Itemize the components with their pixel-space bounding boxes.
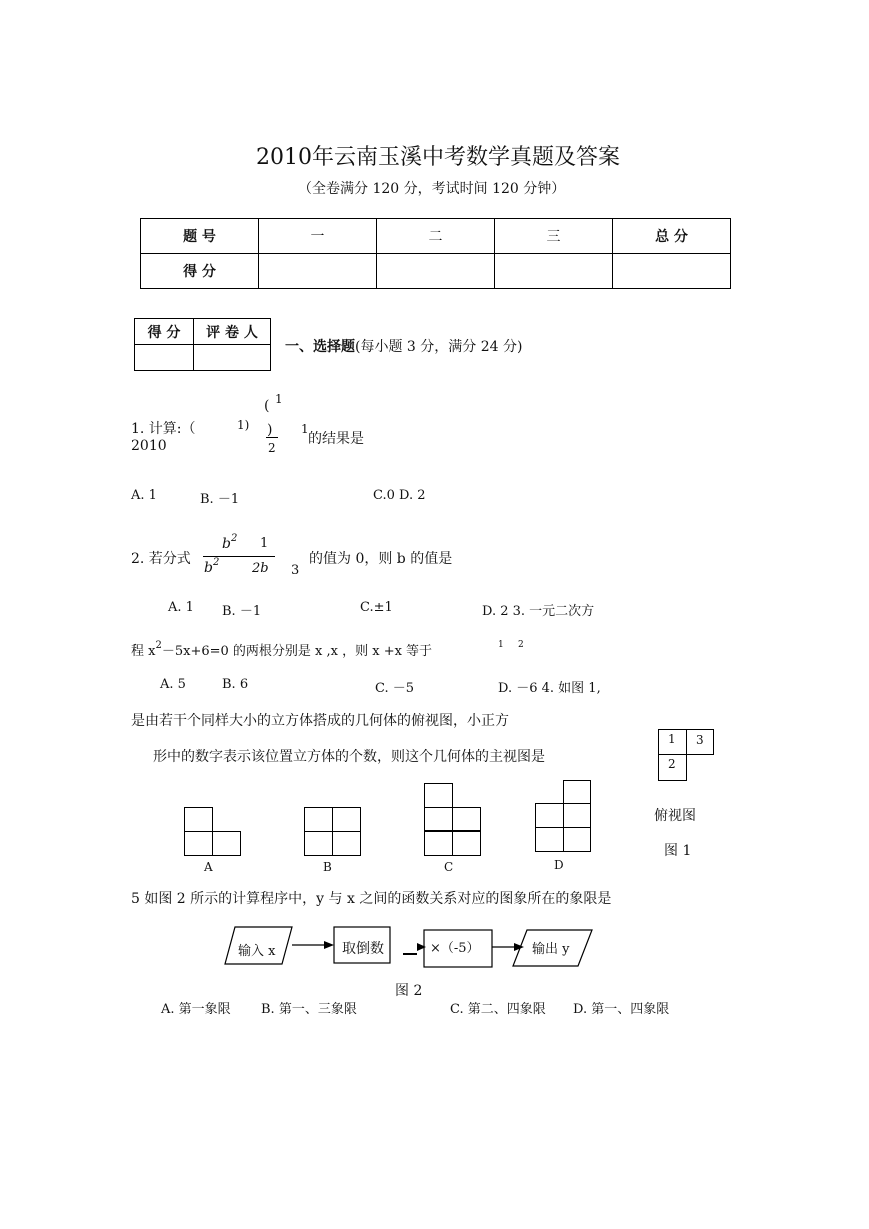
cube-cell bbox=[563, 780, 591, 804]
q2-option-a: A. 1 bbox=[168, 600, 194, 615]
cube-cell bbox=[184, 831, 213, 856]
q5-option-a: A. 第一象限 bbox=[161, 1002, 231, 1017]
cube-divider bbox=[424, 830, 481, 832]
q1-option-a: A. 1 bbox=[131, 488, 157, 503]
section-heading bbox=[285, 336, 522, 356]
q1-frac-den: 2 bbox=[268, 441, 276, 455]
q4-line-1: 是由若干个同样大小的立方体搭成的几何体的俯视图，小正方 bbox=[131, 713, 509, 729]
score-header-cell: 二 bbox=[377, 219, 495, 254]
cube-cell bbox=[563, 803, 591, 828]
cube-cell bbox=[535, 803, 564, 828]
q3-option-a: A. 5 bbox=[160, 677, 186, 692]
q3-line: 程 $x^2-5x+6=0$ 的两根分别是 x ,x ，则 x +x 等于 bbox=[131, 640, 433, 659]
q2-num-rest: 1 bbox=[260, 536, 269, 551]
q1-rparen: ) bbox=[267, 422, 273, 438]
score-cell bbox=[377, 254, 495, 289]
q3-option-c: C. －5 bbox=[375, 681, 415, 696]
score-header-cell: 三 bbox=[495, 219, 613, 254]
section-title: 一、选择题 bbox=[285, 339, 355, 355]
flow-multiply-label: ×（-5） bbox=[430, 941, 480, 956]
cube-cell bbox=[452, 807, 481, 832]
q2-den-mid: 2b bbox=[252, 561, 269, 576]
arrow-head bbox=[324, 941, 334, 949]
score-header-cell: 一 bbox=[259, 219, 377, 254]
q3-option-d: D. －6 4. 如图 1, bbox=[498, 681, 601, 696]
score-header-cell: 题 号 bbox=[141, 219, 259, 254]
arrow-head bbox=[417, 943, 426, 951]
q1-option-b: B. －1 bbox=[200, 492, 240, 507]
grader-score-label: 得 分 bbox=[135, 319, 194, 345]
q3-option-b: B. 6 bbox=[222, 677, 249, 692]
q2-den-rest: 3 bbox=[291, 563, 300, 578]
q2-prefix: 2. 若分式 bbox=[131, 551, 191, 567]
flow-input-label: 输入 x bbox=[238, 944, 276, 959]
flow-reciprocal-label: 取倒数 bbox=[342, 941, 384, 957]
q1-prefix: 1. 计算:（ bbox=[131, 421, 196, 437]
grader-table bbox=[134, 318, 271, 371]
q1-frac-num: 1 bbox=[275, 392, 283, 406]
score-cell bbox=[613, 254, 731, 289]
q5-option-d: D. 第一、四象限 bbox=[573, 1002, 670, 1017]
cube-cell bbox=[184, 807, 213, 832]
cube-cell bbox=[212, 831, 241, 856]
grader-score-cell bbox=[135, 345, 194, 371]
q5-option-c: C. 第二、四象限 bbox=[450, 1002, 546, 1017]
q4-line-2: 形中的数字表示该位置立方体的个数，则这个几何体的主视图是 bbox=[153, 749, 545, 765]
score-table-header-row bbox=[141, 219, 731, 254]
cube-cell bbox=[304, 807, 333, 832]
page-subtitle: （全卷满分 120 分，考试时间 120 分钟） bbox=[298, 181, 566, 197]
grader-name-label: 评 卷 人 bbox=[194, 319, 271, 345]
cube-cell bbox=[332, 831, 361, 856]
cube-cell bbox=[304, 831, 333, 856]
cube-cell bbox=[424, 831, 453, 856]
q1-suffix: 的结果是 bbox=[308, 431, 364, 447]
q2-option-b: B. －1 bbox=[222, 604, 262, 619]
q5-option-b: B. 第一、三象限 bbox=[261, 1002, 357, 1017]
q1-exp: 1 bbox=[301, 422, 309, 436]
top-view-number: 2 bbox=[668, 757, 676, 771]
q3-sub-2: 2 bbox=[518, 640, 524, 650]
q2-suffix: 的值为 0，则 b 的值是 bbox=[309, 551, 453, 567]
page-title: 2010年云南玉溪中考数学真题及答案 bbox=[256, 145, 620, 170]
q1-part: 1) bbox=[237, 418, 250, 432]
top-view-number: 3 bbox=[696, 733, 704, 747]
score-row-label: 得 分 bbox=[141, 254, 259, 289]
q4-option-b-label: B bbox=[323, 860, 332, 874]
q3-sub-1: 1 bbox=[498, 640, 504, 650]
q5-text: 5 如图 2 所示的计算程序中，y 与 x 之间的函数关系对应的图象所在的象限是 bbox=[131, 891, 612, 907]
figure-2-label: 图 2 bbox=[395, 983, 423, 999]
q1-lparen: ( bbox=[264, 398, 270, 414]
q4-option-d-label: D bbox=[554, 858, 564, 872]
flow-output-label: 输出 y bbox=[532, 942, 570, 957]
q2-num-b: $b^2$ bbox=[222, 533, 238, 552]
cube-cell bbox=[424, 783, 453, 808]
figure-1-label: 图 1 bbox=[664, 843, 692, 859]
cube-cell bbox=[535, 827, 564, 852]
q4-option-c-label: C bbox=[444, 860, 454, 874]
cube-cell bbox=[424, 807, 453, 832]
q2-den-b: $b^2$ bbox=[204, 557, 220, 576]
top-view-number: 1 bbox=[668, 732, 676, 746]
cube-cell bbox=[452, 831, 481, 856]
q1-option-cd: C.0 D. 2 bbox=[373, 488, 426, 503]
cube-cell bbox=[563, 827, 591, 852]
score-header-cell: 总 分 bbox=[613, 219, 731, 254]
score-table-row bbox=[141, 254, 731, 289]
top-view-label: 俯视图 bbox=[654, 808, 696, 824]
score-cell bbox=[259, 254, 377, 289]
q4-option-a-label: A bbox=[204, 860, 213, 874]
q1-year: 2010 bbox=[131, 438, 167, 454]
q2-option-d: D. 2 3. 一元二次方 bbox=[482, 604, 595, 619]
score-cell bbox=[495, 254, 613, 289]
grader-name-cell bbox=[194, 345, 271, 371]
q2-option-c: C.±1 bbox=[360, 600, 393, 615]
section-note: (每小题 3 分，满分 24 分) bbox=[355, 339, 523, 355]
cube-cell bbox=[332, 807, 361, 832]
q1-frac-bar bbox=[266, 437, 278, 438]
score-table bbox=[140, 218, 731, 289]
